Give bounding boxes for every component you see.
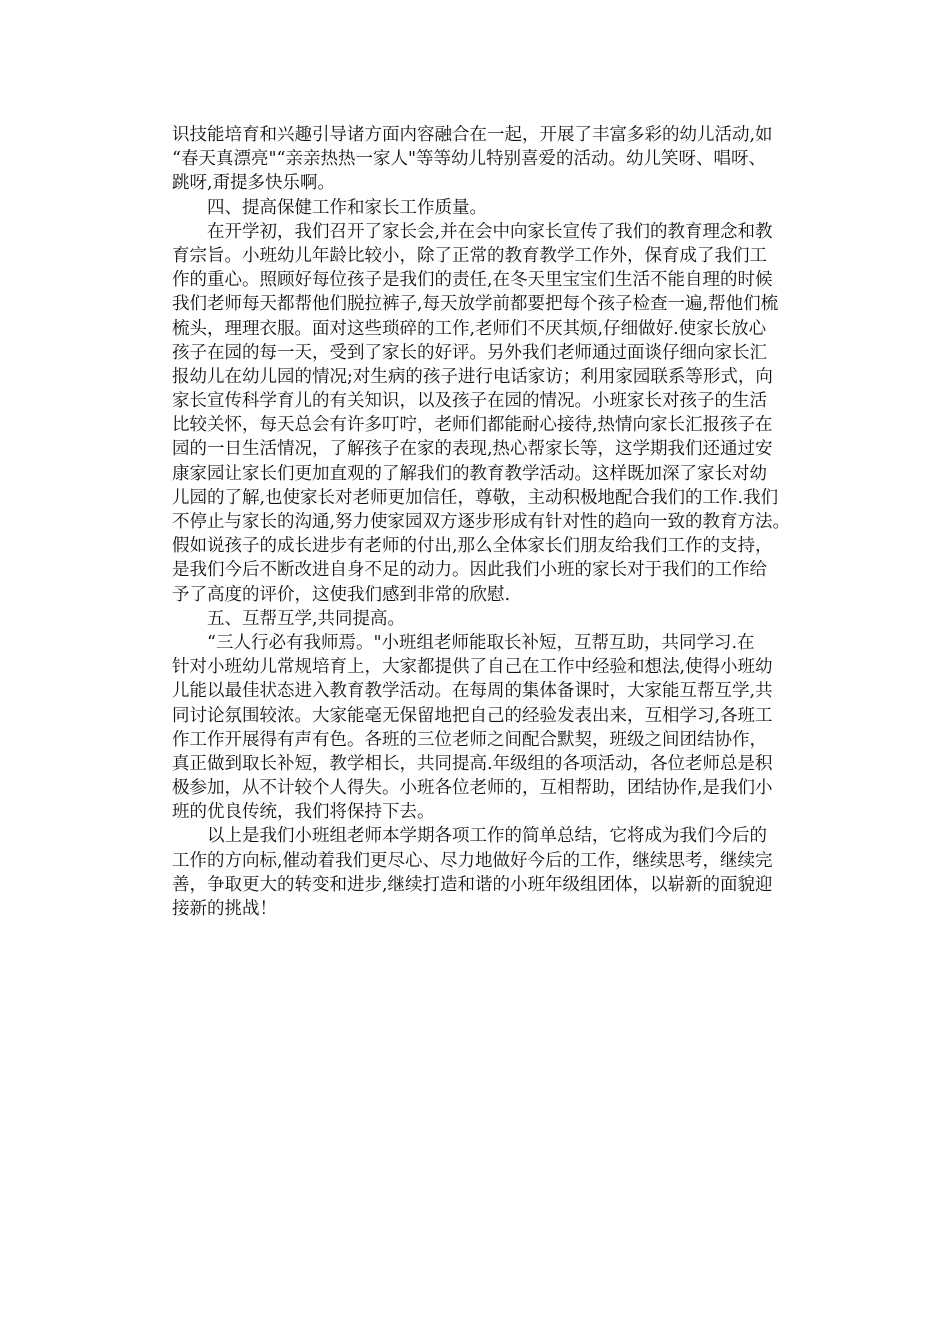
text-line: 是我们今后不断改进自身不足的动力。因此我们小班的家长对于我们的工作给 [172,560,767,581]
text-line: 班的优良传统，我们将保持下去。 [172,802,435,823]
text-line: 真正做到取长补短，教学相长，共同提高.年级组的各项活动，各位老师总是积 [172,753,773,774]
text-line: 在开学初，我们召开了家长会,并在会中向家长宣传了我们的教育理念和教 [172,221,773,242]
text-line: 梳头，理理衣服。面对这些琐碎的工作,老师们不厌其烦,仔细做好.使家长放心 [172,318,767,339]
text-line: 善，争取更大的转变和进步,继续打造和谐的小班年级组团体，以崭新的面貌迎 [172,874,773,895]
text-line: 康家园让家长们更加直观的了解我们的教育教学活动。这样既加深了家长对幼 [172,463,767,484]
text-line: 儿园的了解,也使家长对老师更加信任，尊敬，主动积极地配合我们的工作.我们 [172,487,779,508]
text-line: 家长宣传科学育儿的有关知识，以及孩子在园的情况。小班家长对孩子的生活 [172,391,767,412]
text-line: 报幼儿在幼儿园的情况;对生病的孩子进行电话家访；利用家园联系等形式，向 [172,366,773,387]
text-line: 不停止与家长的沟通,努力使家园双方逐步形成有针对性的趋向一致的教育方法。 [172,512,791,532]
text-line: 识技能培育和兴趣引导诸方面内容融合在一起，开展了丰富多彩的幼儿活动,如 [172,125,773,145]
text-line: 极参加，从不计较个人得失。小班各位老师的，互相帮助，团结协作,是我们小 [172,778,773,799]
text-line: 儿能以最佳状态进入教育教学活动。在每周的集体备课时，大家能互帮互学,共 [172,681,773,702]
text-line: 作的重心。照顾好每位孩子是我们的责任,在冬天里宝宝们生活不能自理的时候 [172,270,773,291]
text-line: “春天真漂亮"“亲亲热热一家人"等等幼儿特别喜爱的活动。幼儿笑呀、唱呀、 [172,149,766,170]
text-line: 工作的方向标,催动着我们更尽心、尽力地做好今后的工作，继续思考，继续完 [172,850,773,871]
text-line: 接新的挑战！ [172,899,277,919]
text-line: 孩子在园的每一天，受到了家长的好评。另外我们老师通过面谈仔细向家长汇 [172,342,767,363]
text-line: 育宗旨。小班幼儿年龄比较小，除了正常的教育教学工作外，保育成了我们工 [172,245,767,266]
text-line: 假如说孩子的成长进步有老师的付出,那么全体家长们朋友给我们工作的支持， [172,536,773,557]
section-heading-5: 五、互帮互学,共同提高。 [172,608,406,629]
document-body [172,123,812,921]
text-line: 比较关怀，每天总会有许多叮咛，老师们都能耐心接待,热情向家长汇报孩子在 [172,415,773,436]
text-line: “三人行必有我师焉。"小班组老师能取长补短，互帮互助，共同学习.在 [172,632,755,653]
text-line: 同讨论氛围较浓。大家能毫无保留地把自己的经验发表出来，互相学习,各班工 [172,705,773,726]
section-heading-4: 四、提高保健工作和家长工作质量。 [172,197,487,218]
text-line: 以上是我们小班组老师本学期各项工作的简单总结，它将成为我们今后的 [172,826,767,847]
text-line: 针对小班幼儿常规培育上，大家都提供了自己在工作中经验和想法,使得小班幼 [172,657,773,678]
text-line: 园的一日生活情况，了解孩子在家的表现,热心帮家长等，这学期我们还通过安 [172,439,773,460]
text-line: 作工作开展得有声有色。各班的三位老师之间配合默契，班级之间团结协作， [172,729,767,750]
text-line: 予了高度的评价，这使我们感到非常的欣慰. [172,584,511,605]
text-line: 我们老师每天都帮他们脱拉裤子,每天放学前都要把每个孩子检查一遍,帮他们梳 [172,294,779,315]
text-line: 跳呀,甭提多快乐啊。 [172,173,336,194]
